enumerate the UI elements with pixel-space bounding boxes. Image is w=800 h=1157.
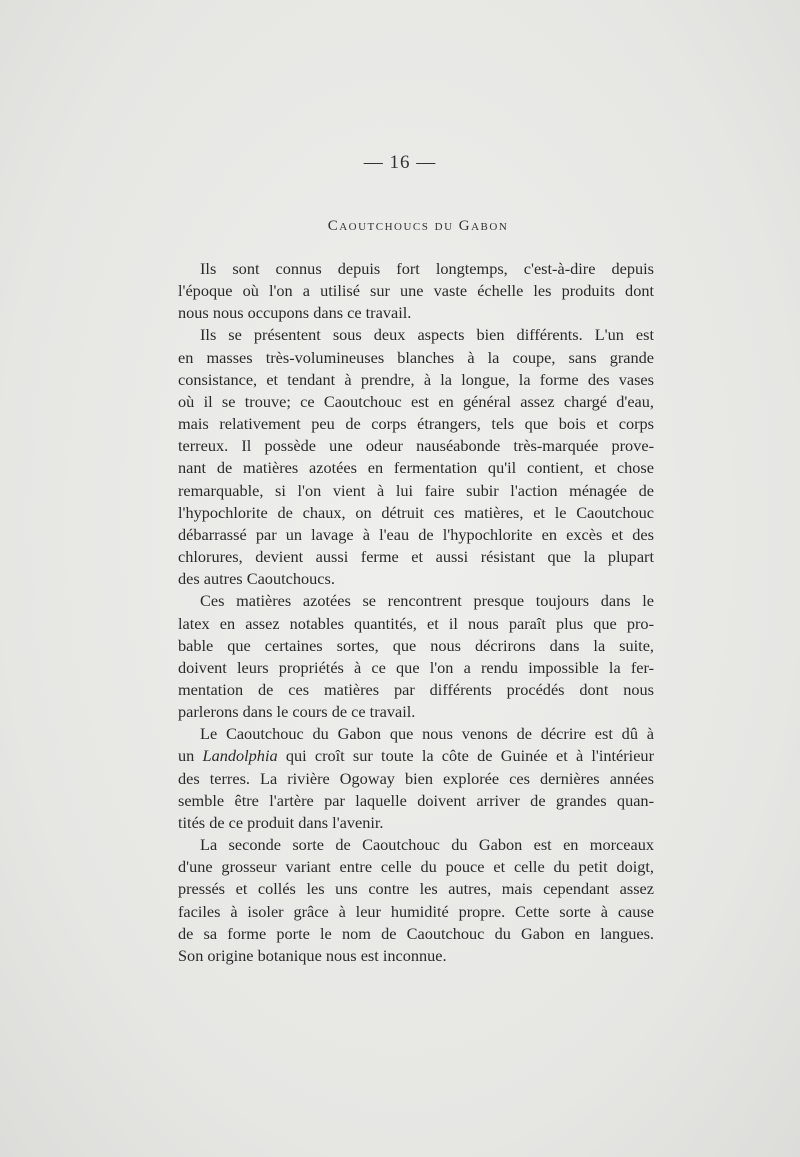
text-line: des terres. La rivière Ogoway bien explorée ces dernières années bbox=[178, 768, 654, 788]
text-line: mais relativement peu de corps étrangers, tels que bois et corps bbox=[178, 414, 654, 434]
text-line: en masses très-volumineuses blanches à la coupe, sans grande bbox=[178, 347, 654, 367]
body-text bbox=[178, 258, 654, 967]
text-line: de sa forme porte le nom de Caoutchouc du Gabon en langues. bbox=[178, 923, 654, 943]
text-line: un Landolphia qui croît sur toute la côte de Guinée et à l'intérieur bbox=[178, 746, 654, 766]
text-line: Son origine botanique nous est inconnue. bbox=[178, 945, 447, 965]
text-line: Le Caoutchouc du Gabon que nous venons de décrire est dû à bbox=[200, 724, 654, 744]
text-line: faciles à isoler grâce à leur humidité propre. Cette sorte à cause bbox=[178, 901, 654, 921]
text-line: bable que certaines sortes, que nous décrirons dans la suite, bbox=[178, 635, 654, 655]
paragraph bbox=[178, 723, 654, 834]
text-line: nant de matières azotées en fermentation qu'il contient, et chose bbox=[178, 458, 654, 478]
text-line: débarrassé par un lavage à l'eau de l'hypochlorite en excès et des bbox=[178, 524, 654, 544]
text-line: nous nous occupons dans ce travail. bbox=[178, 303, 412, 323]
text-line: d'une grosseur variant entre celle du pouce et celle du petit doigt, bbox=[178, 857, 654, 877]
page-number: — 16 — bbox=[363, 152, 437, 173]
text-line: Ces matières azotées se rencontrent presque toujours dans le bbox=[200, 591, 654, 611]
section-title: Caoutchoucs du Gabon bbox=[327, 218, 509, 234]
text-line: l'époque où l'on a utilisé sur une vaste échelle les produits dont bbox=[178, 281, 654, 301]
text-line: Ils se présentent sous deux aspects bien différents. L'un est bbox=[200, 325, 654, 345]
text-line: parlerons dans le cours de ce travail. bbox=[178, 702, 416, 722]
text-line: pressés et collés les uns contre les autres, mais cependant assez bbox=[178, 879, 654, 899]
text-line: des autres Caoutchoucs. bbox=[178, 569, 335, 589]
text-line: remarquable, si l'on vient à lui faire subir l'action ménagée de bbox=[178, 480, 654, 500]
paragraph bbox=[178, 590, 654, 723]
text-line: où il se trouve; ce Caoutchouc est en général assez chargé d'eau, bbox=[178, 391, 654, 411]
paragraph bbox=[178, 834, 654, 967]
text-line: Ils sont connus depuis fort longtemps, c'est-à-dire depuis bbox=[200, 259, 654, 278]
text-line: tités de ce produit dans l'avenir. bbox=[178, 812, 384, 832]
text-line: latex en assez notables quantités, et il nous paraît plus que pro- bbox=[178, 613, 654, 633]
text-line: l'hypochlorite de chaux, on détruit ces matières, et le Caoutchouc bbox=[178, 502, 654, 522]
text-line: mentation de ces matières par différents procédés dont nous bbox=[178, 679, 654, 699]
text-line: La seconde sorte de Caoutchouc du Gabon est en morceaux bbox=[200, 835, 654, 855]
text-line: terreux. Il possède une odeur nauséabonde très-marquée prove- bbox=[178, 436, 654, 456]
italic-term: Landolphia bbox=[202, 746, 278, 766]
text-line: chlorures, devient aussi ferme et aussi résistant que la plupart bbox=[178, 547, 654, 567]
paragraph bbox=[178, 258, 654, 324]
paragraph bbox=[178, 324, 654, 590]
text-line: semble être l'artère par laquelle doivent arriver de grandes quan- bbox=[178, 790, 654, 810]
text-line: doivent leurs propriétés à ce que l'on a rendu impossible la fer- bbox=[178, 657, 654, 677]
text-line: consistance, et tendant à prendre, à la longue, la forme des vases bbox=[178, 369, 654, 389]
